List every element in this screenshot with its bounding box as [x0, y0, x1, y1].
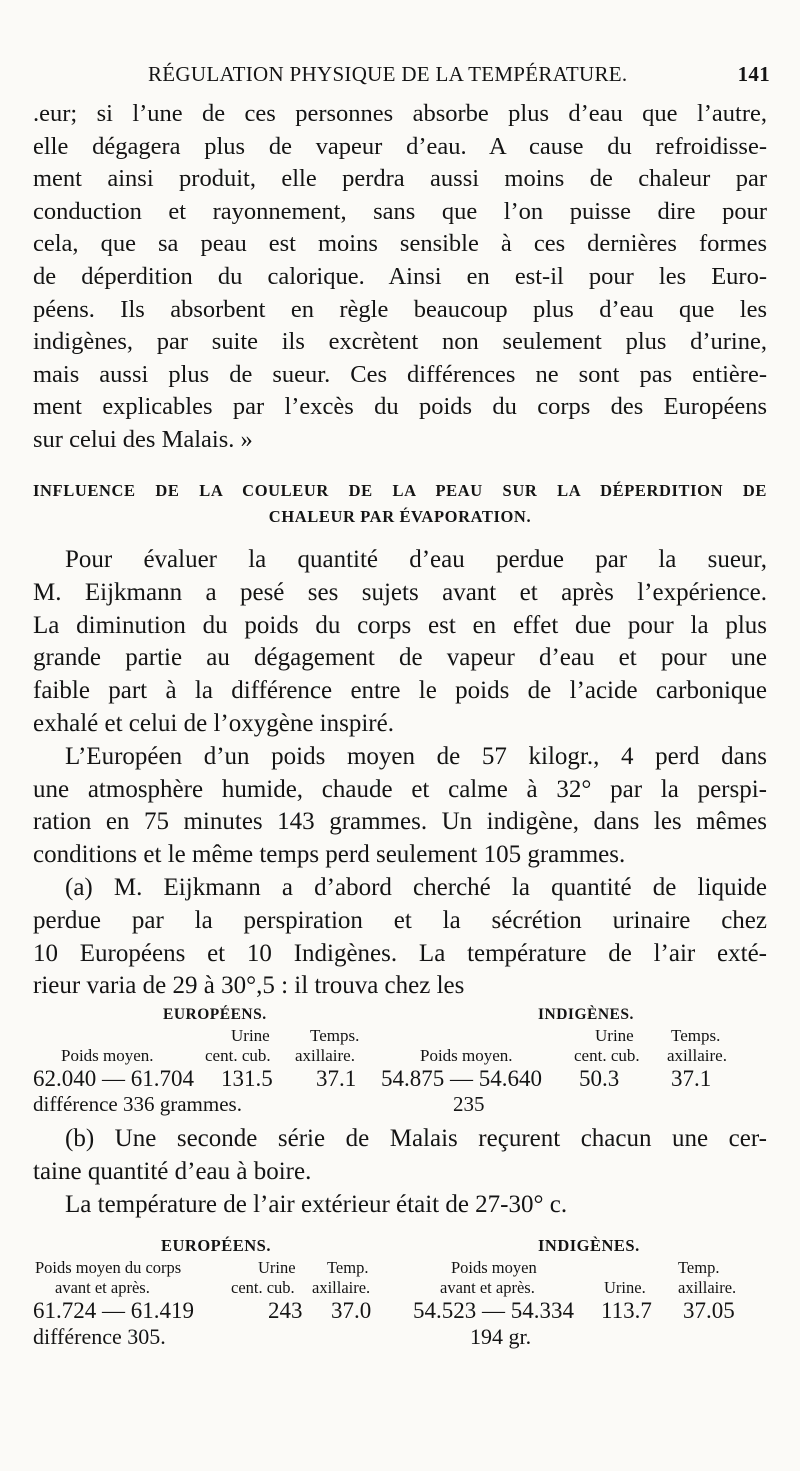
column-header: avant et après. [55, 1278, 150, 1297]
column-header: Temps. [310, 1026, 360, 1045]
column-header: axillaire. [295, 1046, 355, 1065]
difference-europeens: différence 305. [33, 1324, 166, 1349]
value-eu-urine: 243 [268, 1298, 303, 1323]
text-line: ment explicables par l’excès du poids du corps des Européens [33, 393, 767, 421]
value-eu-temp: 37.1 [316, 1066, 357, 1091]
value-eu-poids: 61.724 — 61.419 [33, 1298, 194, 1323]
text-line: cela, que sa peau est moins sensible à ces dernières formes [33, 230, 767, 258]
column-header: Urine [258, 1258, 296, 1277]
text-line: ment ainsi produit, elle perdra aussi moins de chaleur par [33, 165, 767, 193]
text-line: grande partie au dégagement de vapeur d’eau et pour une [33, 644, 767, 672]
column-header: Temp. [327, 1258, 369, 1277]
text-line: indigènes, par suite ils excrètent non seulement plus d’urine, [33, 328, 767, 356]
text-line: (b) Une seconde série de Malais reçurent chacun une cer- [65, 1125, 767, 1152]
text-line: péens. Ils absorbent en règle beaucoup plus d’eau que les [33, 295, 767, 323]
running-head [40, 58, 770, 88]
text-line: ration en 75 minutes 143 grammes. Un indigène, dans les mêmes [33, 808, 767, 836]
text-line: de déperdition du calorique. Ainsi en est-il pour les Euro- [33, 262, 767, 290]
text-line: mais aussi plus de sueur. Ces différences ne sont pas entière- [33, 360, 767, 388]
difference-indigenes: 235 [453, 1092, 485, 1116]
column-header: cent. cub. [205, 1046, 271, 1065]
group-label-indigenes: INDIGÈNES. [538, 1236, 640, 1255]
text-line: une atmosphère humide, chaude et calme à 32° par la perspi- [33, 775, 767, 803]
column-header: Poids moyen. [61, 1046, 154, 1065]
value-in-temp: 37.1 [671, 1066, 712, 1091]
table-first-series [33, 1006, 773, 1116]
text-line: exhalé et celui de l’oxygène inspiré. [33, 709, 394, 737]
column-header: Temp. [678, 1258, 720, 1277]
text-line: faible part à la différence entre le poids de l’acide carbonique [33, 677, 767, 705]
text-line: sur celui des Malais. » [33, 425, 253, 453]
text-line: perdue par la perspiration et la sécrétion urinaire chez [33, 906, 767, 934]
difference-europeens: différence 336 grammes. [33, 1092, 242, 1116]
text-line: conditions et le même temps perd seulement 105 grammes. [33, 841, 626, 869]
difference-indigenes: 194 gr. [470, 1324, 532, 1349]
column-header: Poids moyen [451, 1258, 537, 1277]
group-label-europeens: EUROPÉENS. [163, 1006, 267, 1023]
column-header: Poids moyen. [420, 1046, 513, 1065]
value-in-urine: 113.7 [601, 1298, 652, 1323]
column-header: Urine [595, 1026, 634, 1045]
section-heading [33, 478, 767, 530]
text-line: (a) M. Eijkmann a d’abord cherché la quantité de liquide [65, 873, 767, 901]
group-label-europeens: EUROPÉENS. [161, 1236, 271, 1255]
text-line: rieur varia de 29 à 30°,5 : il trouva chez les [33, 972, 465, 1000]
paragraph-second-series [33, 1123, 767, 1221]
text-line: Pour évaluer la quantité d’eau perdue par la sueur, [65, 546, 767, 573]
value-eu-poids: 62.040 — 61.704 [33, 1066, 194, 1091]
paragraph-main [33, 544, 767, 1003]
text-line: M. Eijkmann a pesé ses sujets avant et après l’expérience. [33, 578, 767, 606]
column-header: axillaire. [678, 1278, 737, 1297]
text-line: La température de l’air extérieur était de 27-30° c. [65, 1190, 568, 1218]
section-heading-line: INFLUENCE DE LA COULEUR DE LA PEAU SUR LA DÉPERDITION DE [33, 481, 767, 500]
column-header: axillaire. [312, 1278, 371, 1297]
column-header: Urine [231, 1026, 270, 1045]
value-in-poids: 54.875 — 54.640 [381, 1066, 542, 1091]
text-line: .eur; si l’une de ces personnes absorbe plus d’eau que l’autre, [33, 100, 767, 127]
table-second-series [33, 1236, 773, 1376]
column-header: Poids moyen du corps [35, 1258, 182, 1277]
column-header: Temps. [671, 1026, 721, 1045]
text-line: elle dégagera plus de vapeur d’eau. A cause du refroidisse- [33, 132, 767, 160]
group-label-indigenes: INDIGÈNES. [538, 1006, 634, 1023]
text-line: 10 Européens et 10 Indigènes. La température de l’air exté- [33, 939, 767, 967]
text-line: conduction et rayonnement, sans que l’on puisse dire pour [33, 197, 767, 225]
column-header: avant et après. [440, 1278, 535, 1297]
column-header: cent. cub. [574, 1046, 640, 1065]
text-line: L’Européen d’un poids moyen de 57 kilogr., 4 perd dans [65, 742, 767, 770]
text-line: taine quantité d’eau à boire. [33, 1157, 312, 1185]
column-header: axillaire. [667, 1046, 727, 1065]
column-header: Urine. [604, 1278, 646, 1297]
value-eu-temp: 37.0 [331, 1298, 372, 1323]
column-header: cent. cub. [231, 1278, 295, 1297]
paragraph-continuation [33, 98, 767, 457]
section-heading-line: CHALEUR PAR ÉVAPORATION. [268, 507, 532, 526]
page-number: 141 [737, 62, 770, 86]
value-in-poids: 54.523 — 54.334 [413, 1298, 574, 1323]
value-eu-urine: 131.5 [221, 1066, 273, 1091]
text-line: La diminution du poids du corps est en effet due pour la plus [33, 611, 767, 639]
value-in-urine: 50.3 [579, 1066, 620, 1091]
running-title: RÉGULATION PHYSIQUE DE LA TEMPÉRATURE. [148, 62, 628, 86]
value-in-temp: 37.05 [683, 1298, 735, 1323]
